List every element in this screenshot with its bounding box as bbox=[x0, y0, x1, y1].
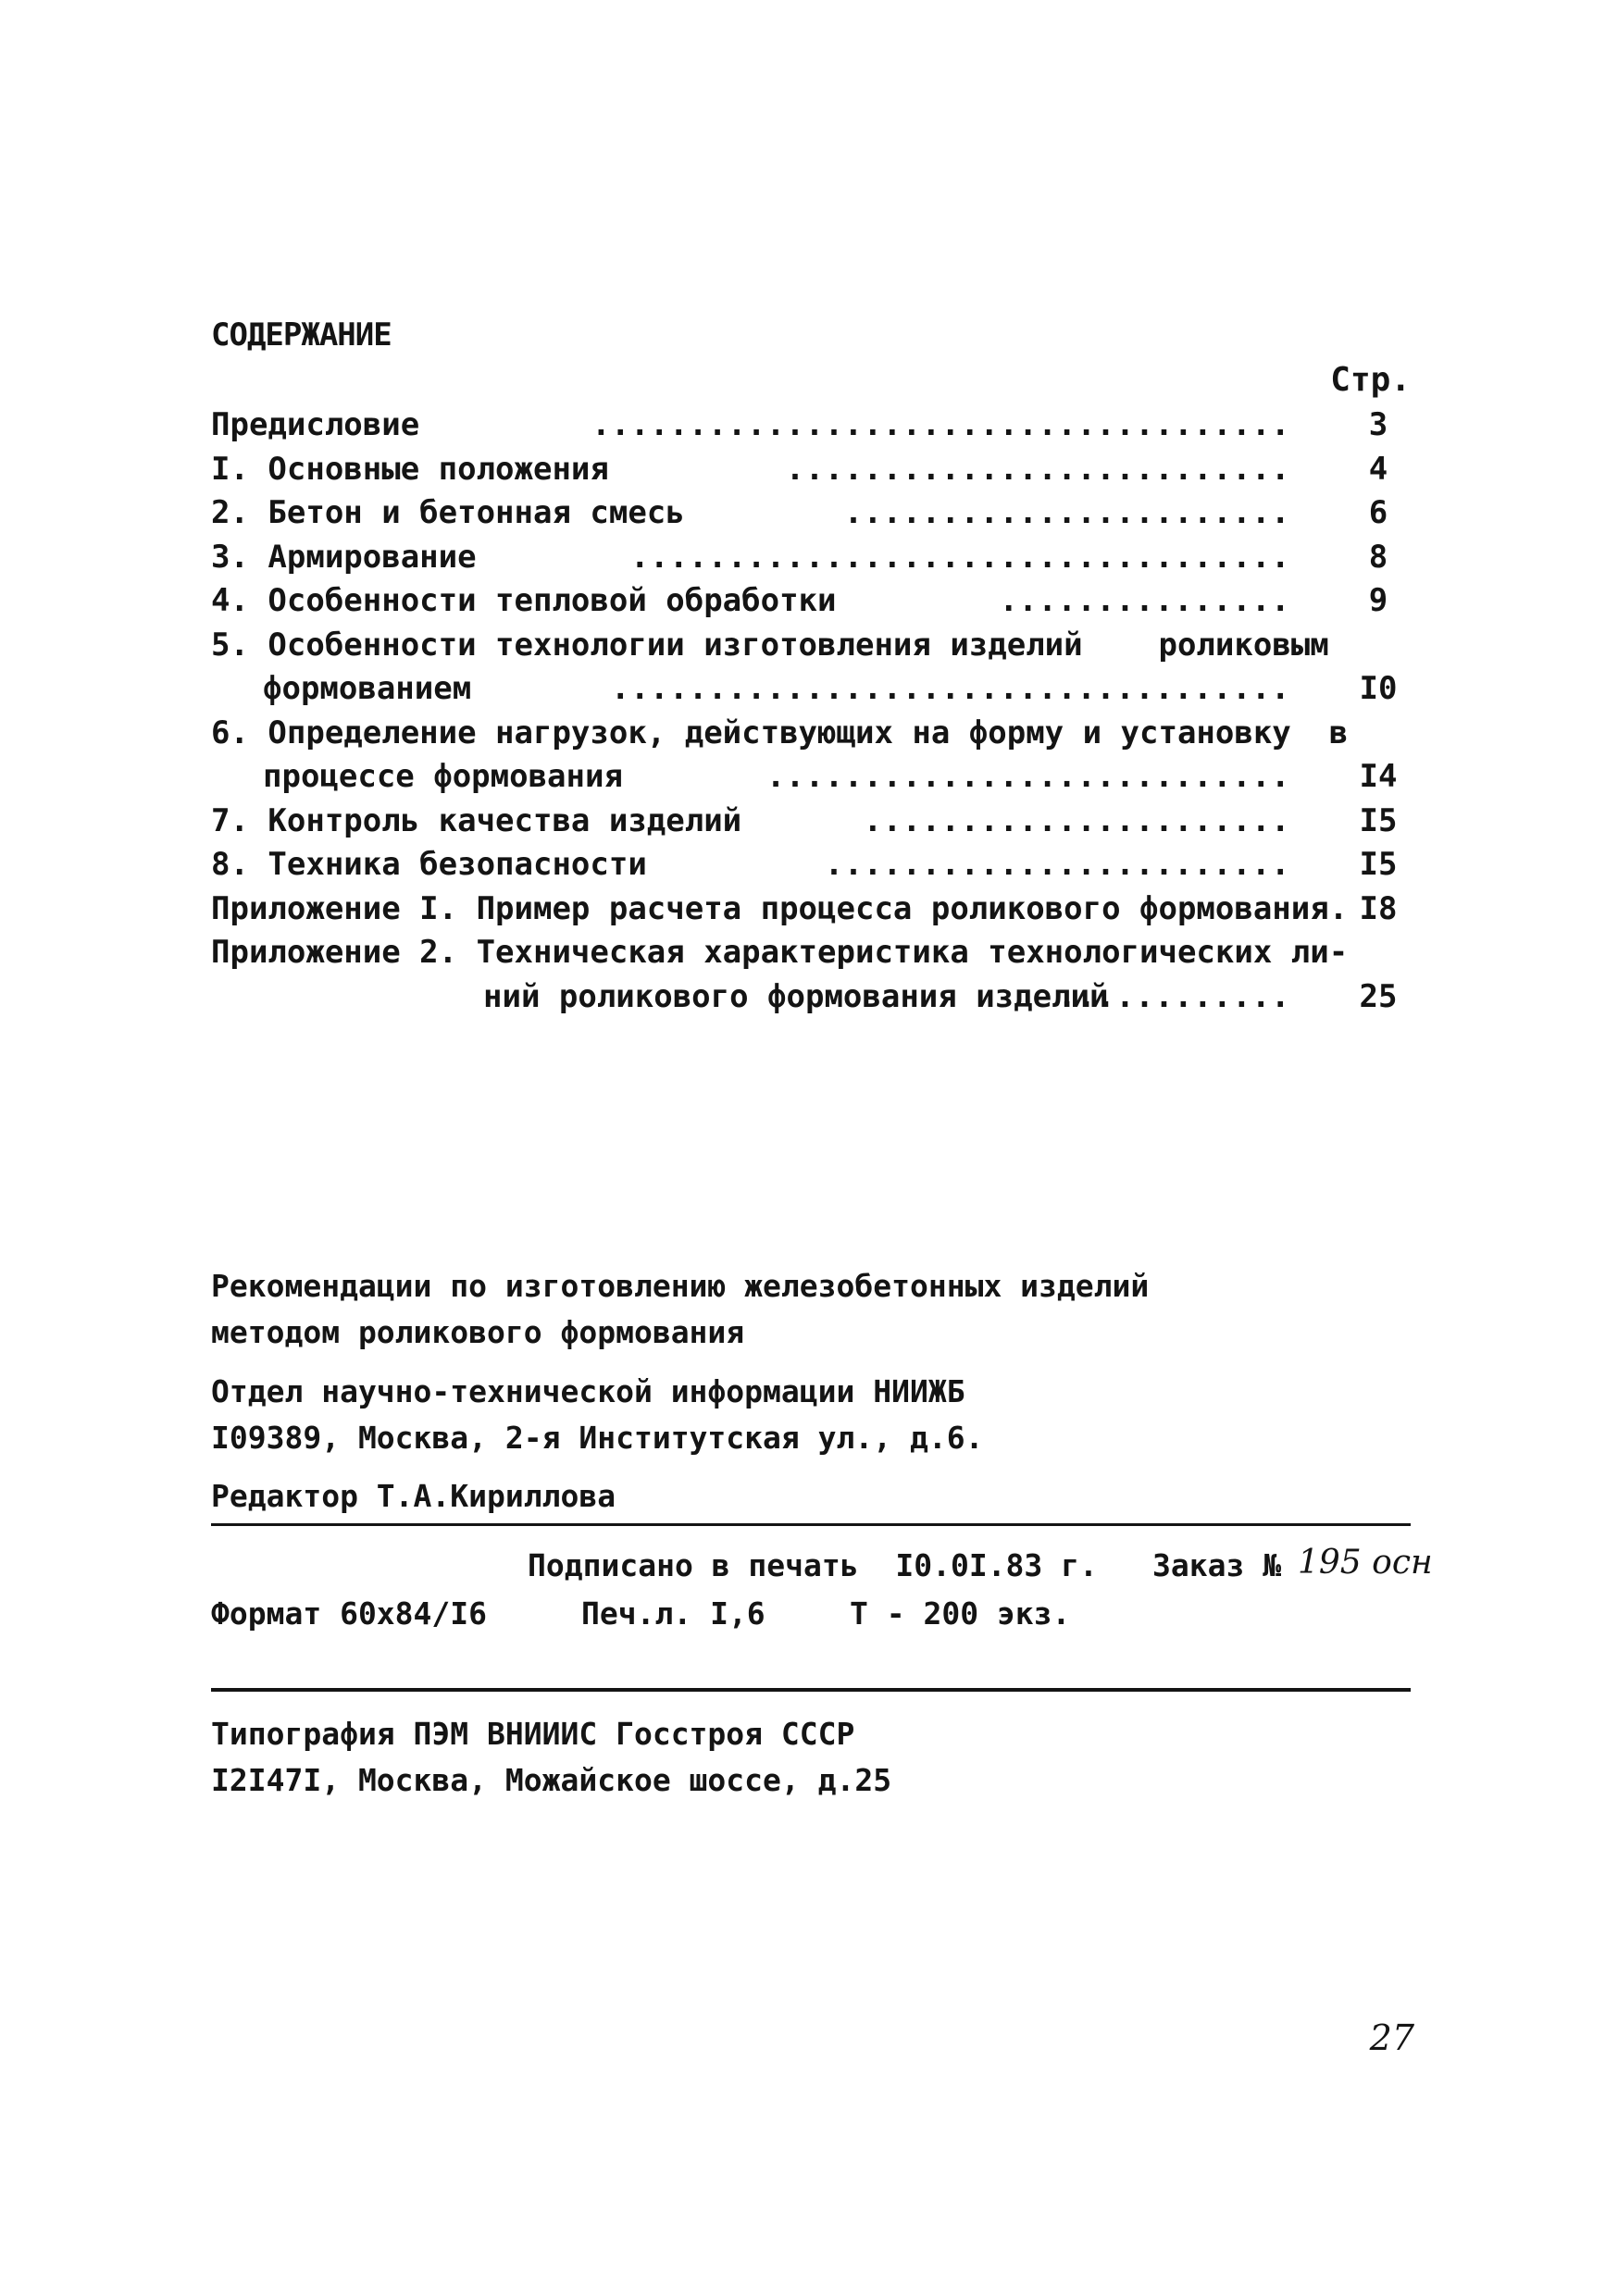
toc-entry-text: I. Основные положения bbox=[211, 450, 629, 488]
toc-page-number: 6 bbox=[1368, 494, 1388, 531]
toc-entry-7[interactable] bbox=[211, 800, 1411, 844]
toc-page-number: I4 bbox=[1359, 758, 1398, 795]
toc-page-number: I5 bbox=[1359, 801, 1398, 839]
toc-entry-text: 8. Техника безопасности bbox=[211, 846, 666, 883]
toc-entry-preface[interactable] bbox=[211, 403, 1411, 448]
toc-entry-1[interactable] bbox=[211, 448, 1411, 492]
page-column-label: Стр. bbox=[1330, 361, 1411, 399]
toc-entry-text: Предисловие bbox=[211, 406, 439, 443]
toc-entry-6[interactable] bbox=[211, 712, 1411, 756]
toc-leader-dots: ............... bbox=[999, 582, 1290, 619]
toc-entry-appendix-1[interactable] bbox=[211, 887, 1411, 932]
toc-entry-4[interactable] bbox=[211, 579, 1411, 624]
toc-entry-2[interactable] bbox=[211, 491, 1411, 536]
toc-leader-dots: ....................... bbox=[843, 494, 1290, 531]
toc-entry-text: формованием bbox=[263, 670, 491, 707]
toc-page-number: I0 bbox=[1359, 670, 1398, 707]
toc-leader-dots: ................................... bbox=[611, 670, 1290, 707]
table-of-contents bbox=[211, 403, 1411, 1019]
toc-page-number: 8 bbox=[1368, 538, 1388, 576]
print-format: Формат 60х84/I6 bbox=[211, 1595, 488, 1632]
toc-entry-text: Приложение 2. Техническая характеристика технологических ли- bbox=[211, 934, 1349, 971]
printer-name: Типография ПЭМ ВНИИИС Госстроя СССР bbox=[211, 1716, 855, 1752]
divider-bottom bbox=[211, 1688, 1411, 1692]
toc-page-number: 3 bbox=[1368, 406, 1388, 443]
toc-entry-text: 5. Особенности технологии изготовления изделий роликовым bbox=[211, 626, 1329, 664]
toc-entry-text: 4. Особенности тепловой обработки bbox=[211, 582, 855, 619]
toc-entry-5[interactable] bbox=[211, 624, 1411, 668]
toc-leader-dots: ........................ bbox=[824, 846, 1290, 883]
publication-title-line-1: Рекомендации по изготовлению железобетонных изделий bbox=[211, 1268, 1150, 1304]
publication-title-line-2: методом роликового формования bbox=[211, 1314, 745, 1350]
toc-leader-dots: ............ bbox=[1057, 977, 1290, 1015]
toc-page-number: 9 bbox=[1368, 582, 1388, 619]
toc-page-number: 4 bbox=[1368, 450, 1388, 488]
toc-entry-text: 7. Контроль качества изделий bbox=[211, 801, 761, 839]
toc-entry-6-continued[interactable] bbox=[211, 755, 1411, 800]
toc-entry-5-continued[interactable] bbox=[211, 667, 1411, 712]
toc-leader-dots: .................................... bbox=[591, 406, 1290, 443]
publisher-line-2: I09389, Москва, 2-я Институтская ул., д.6. bbox=[211, 1420, 984, 1456]
toc-entry-appendix-2[interactable] bbox=[211, 931, 1411, 975]
toc-entry-text: Приложение I. Пример расчета процесса роликового формования. bbox=[211, 889, 1349, 927]
toc-leader-dots: .................................. bbox=[630, 538, 1290, 576]
publisher-line-1: Отдел научно-технической информации НИИЖБ bbox=[211, 1373, 965, 1409]
toc-leader-dots: .......................... bbox=[785, 450, 1290, 488]
toc-page-number: 25 bbox=[1359, 977, 1398, 1015]
print-run: Т - 200 экз. bbox=[850, 1595, 1071, 1632]
printer-address: I2I47I, Москва, Можайское шоссе, д.25 bbox=[211, 1762, 892, 1798]
toc-entry-text: 2. Бетон и бетонная смесь bbox=[211, 494, 704, 531]
toc-title: СОДЕРЖАНИЕ bbox=[211, 316, 392, 354]
order-number-handwritten: 195 осн bbox=[1298, 1544, 1433, 1582]
toc-entry-text: 6. Определение нагрузок, действующих на форму и установку в bbox=[211, 714, 1349, 751]
divider-top bbox=[211, 1523, 1411, 1526]
signed-for-print: Подписано в печать I0.0I.83 г. bbox=[528, 1547, 1098, 1583]
toc-page-number: I5 bbox=[1359, 846, 1398, 883]
toc-leader-dots: ........................... bbox=[765, 758, 1290, 795]
toc-entry-text: 3. Армирование bbox=[211, 538, 496, 576]
toc-entry-3[interactable] bbox=[211, 536, 1411, 580]
order-label: Заказ № bbox=[1152, 1547, 1282, 1583]
toc-page-number: I8 bbox=[1359, 889, 1398, 927]
toc-leader-dots: ...................... bbox=[863, 801, 1290, 839]
page-number: 27 bbox=[1369, 2017, 1414, 2058]
toc-entry-text: ний роликового формования изделий bbox=[483, 977, 1109, 1015]
toc-entry-text: процессе формования bbox=[263, 758, 642, 795]
editor-credit: Редактор Т.А.Кириллова bbox=[211, 1478, 616, 1514]
toc-entry-8[interactable] bbox=[211, 843, 1411, 887]
toc-entry-appendix-2-continued[interactable] bbox=[211, 975, 1411, 1020]
printed-sheets: Печ.л. I,6 bbox=[581, 1595, 765, 1632]
